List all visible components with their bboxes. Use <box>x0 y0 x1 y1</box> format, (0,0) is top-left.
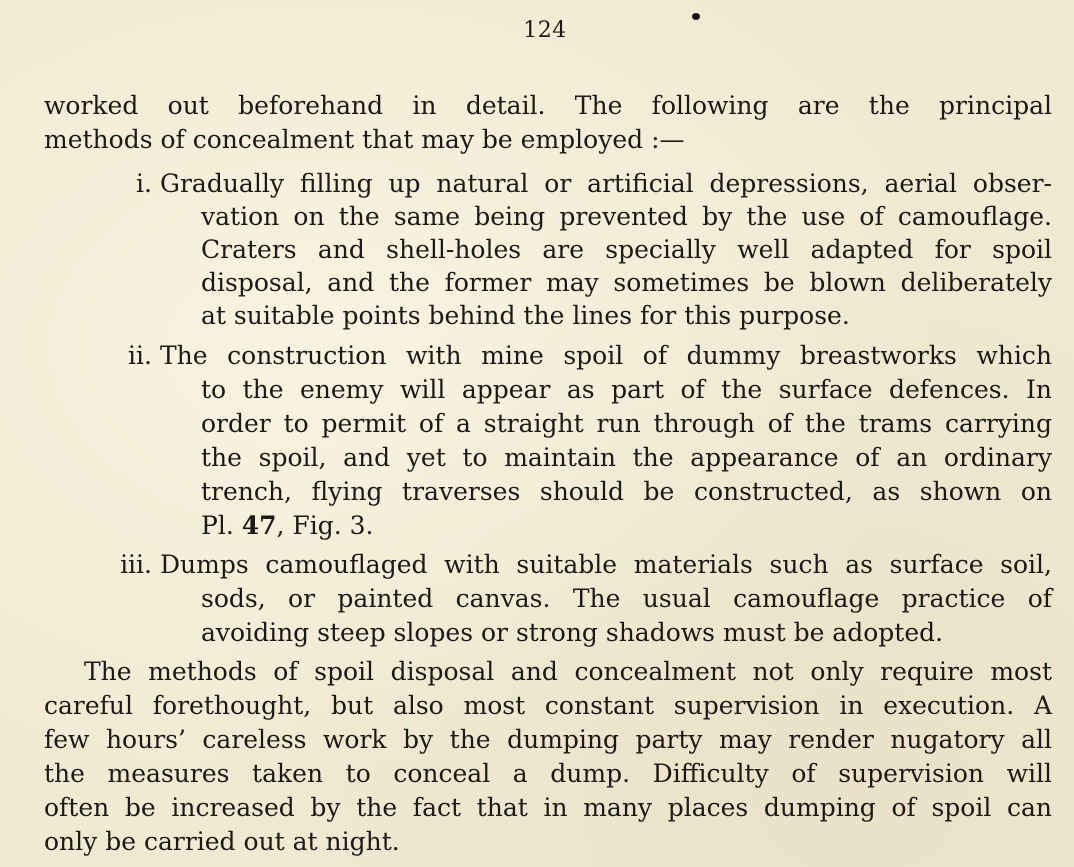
item-line: to the enemy will appear as part of the surface defences. In <box>201 375 1052 404</box>
ink-speck <box>692 13 700 20</box>
closing-line: The methods of spoil disposal and concealment not only require most <box>84 657 1052 686</box>
item-line: Dumps camouflaged with suitable materials such as surface soil, <box>160 550 1052 579</box>
closing-line: the measures taken to conceal a dump. Difficulty of supervision will <box>44 759 1052 788</box>
plate-number: 47 <box>241 511 277 540</box>
item-line: vation on the same being prevented by the use of camouflage. <box>201 202 1052 231</box>
closing-line: few hours’ careless work by the dumping party may render nugatory all <box>44 725 1052 754</box>
closing-line: careful forethought, but also most constant supervision in execution. A <box>44 691 1052 720</box>
intro-line: worked out beforehand in detail. The following are the principal <box>44 91 1052 120</box>
item-number: iii. <box>120 550 152 579</box>
intro-line: methods of concealment that may be employed :— <box>44 125 685 154</box>
item-line: sods, or painted canvas. The usual camouflage practice of <box>201 584 1052 613</box>
item-line: avoiding steep slopes or strong shadows must be adopted. <box>201 618 944 647</box>
item-line: Craters and shell-holes are specially well adapted for spoil <box>201 235 1052 264</box>
item-line: order to permit of a straight run through of the trams carrying <box>201 409 1052 438</box>
closing-line: often be increased by the fact that in many places dumping of spoil can <box>44 793 1052 822</box>
page-number: 124 <box>523 18 567 43</box>
item-line: the spoil, and yet to maintain the appearance of an ordinary <box>201 443 1052 472</box>
item-line: trench, flying traverses should be constructed, as shown on <box>201 477 1052 506</box>
closing-line: only be carried out at night. <box>44 827 400 856</box>
plate-prefix: Pl. <box>201 511 242 540</box>
item-line: The construction with mine spoil of dummy breastworks which <box>160 341 1052 370</box>
item-number: ii. <box>128 341 152 370</box>
figure-reference: , Fig. 3. <box>276 511 374 540</box>
item-line: Gradually filling up natural or artificial depressions, aerial obser- <box>160 169 1052 198</box>
item-line: disposal, and the former may sometimes be blown deliberately <box>201 268 1052 297</box>
item-line: at suitable points behind the lines for this purpose. <box>201 301 850 330</box>
plate-reference <box>201 509 374 543</box>
item-number: i. <box>136 169 152 198</box>
